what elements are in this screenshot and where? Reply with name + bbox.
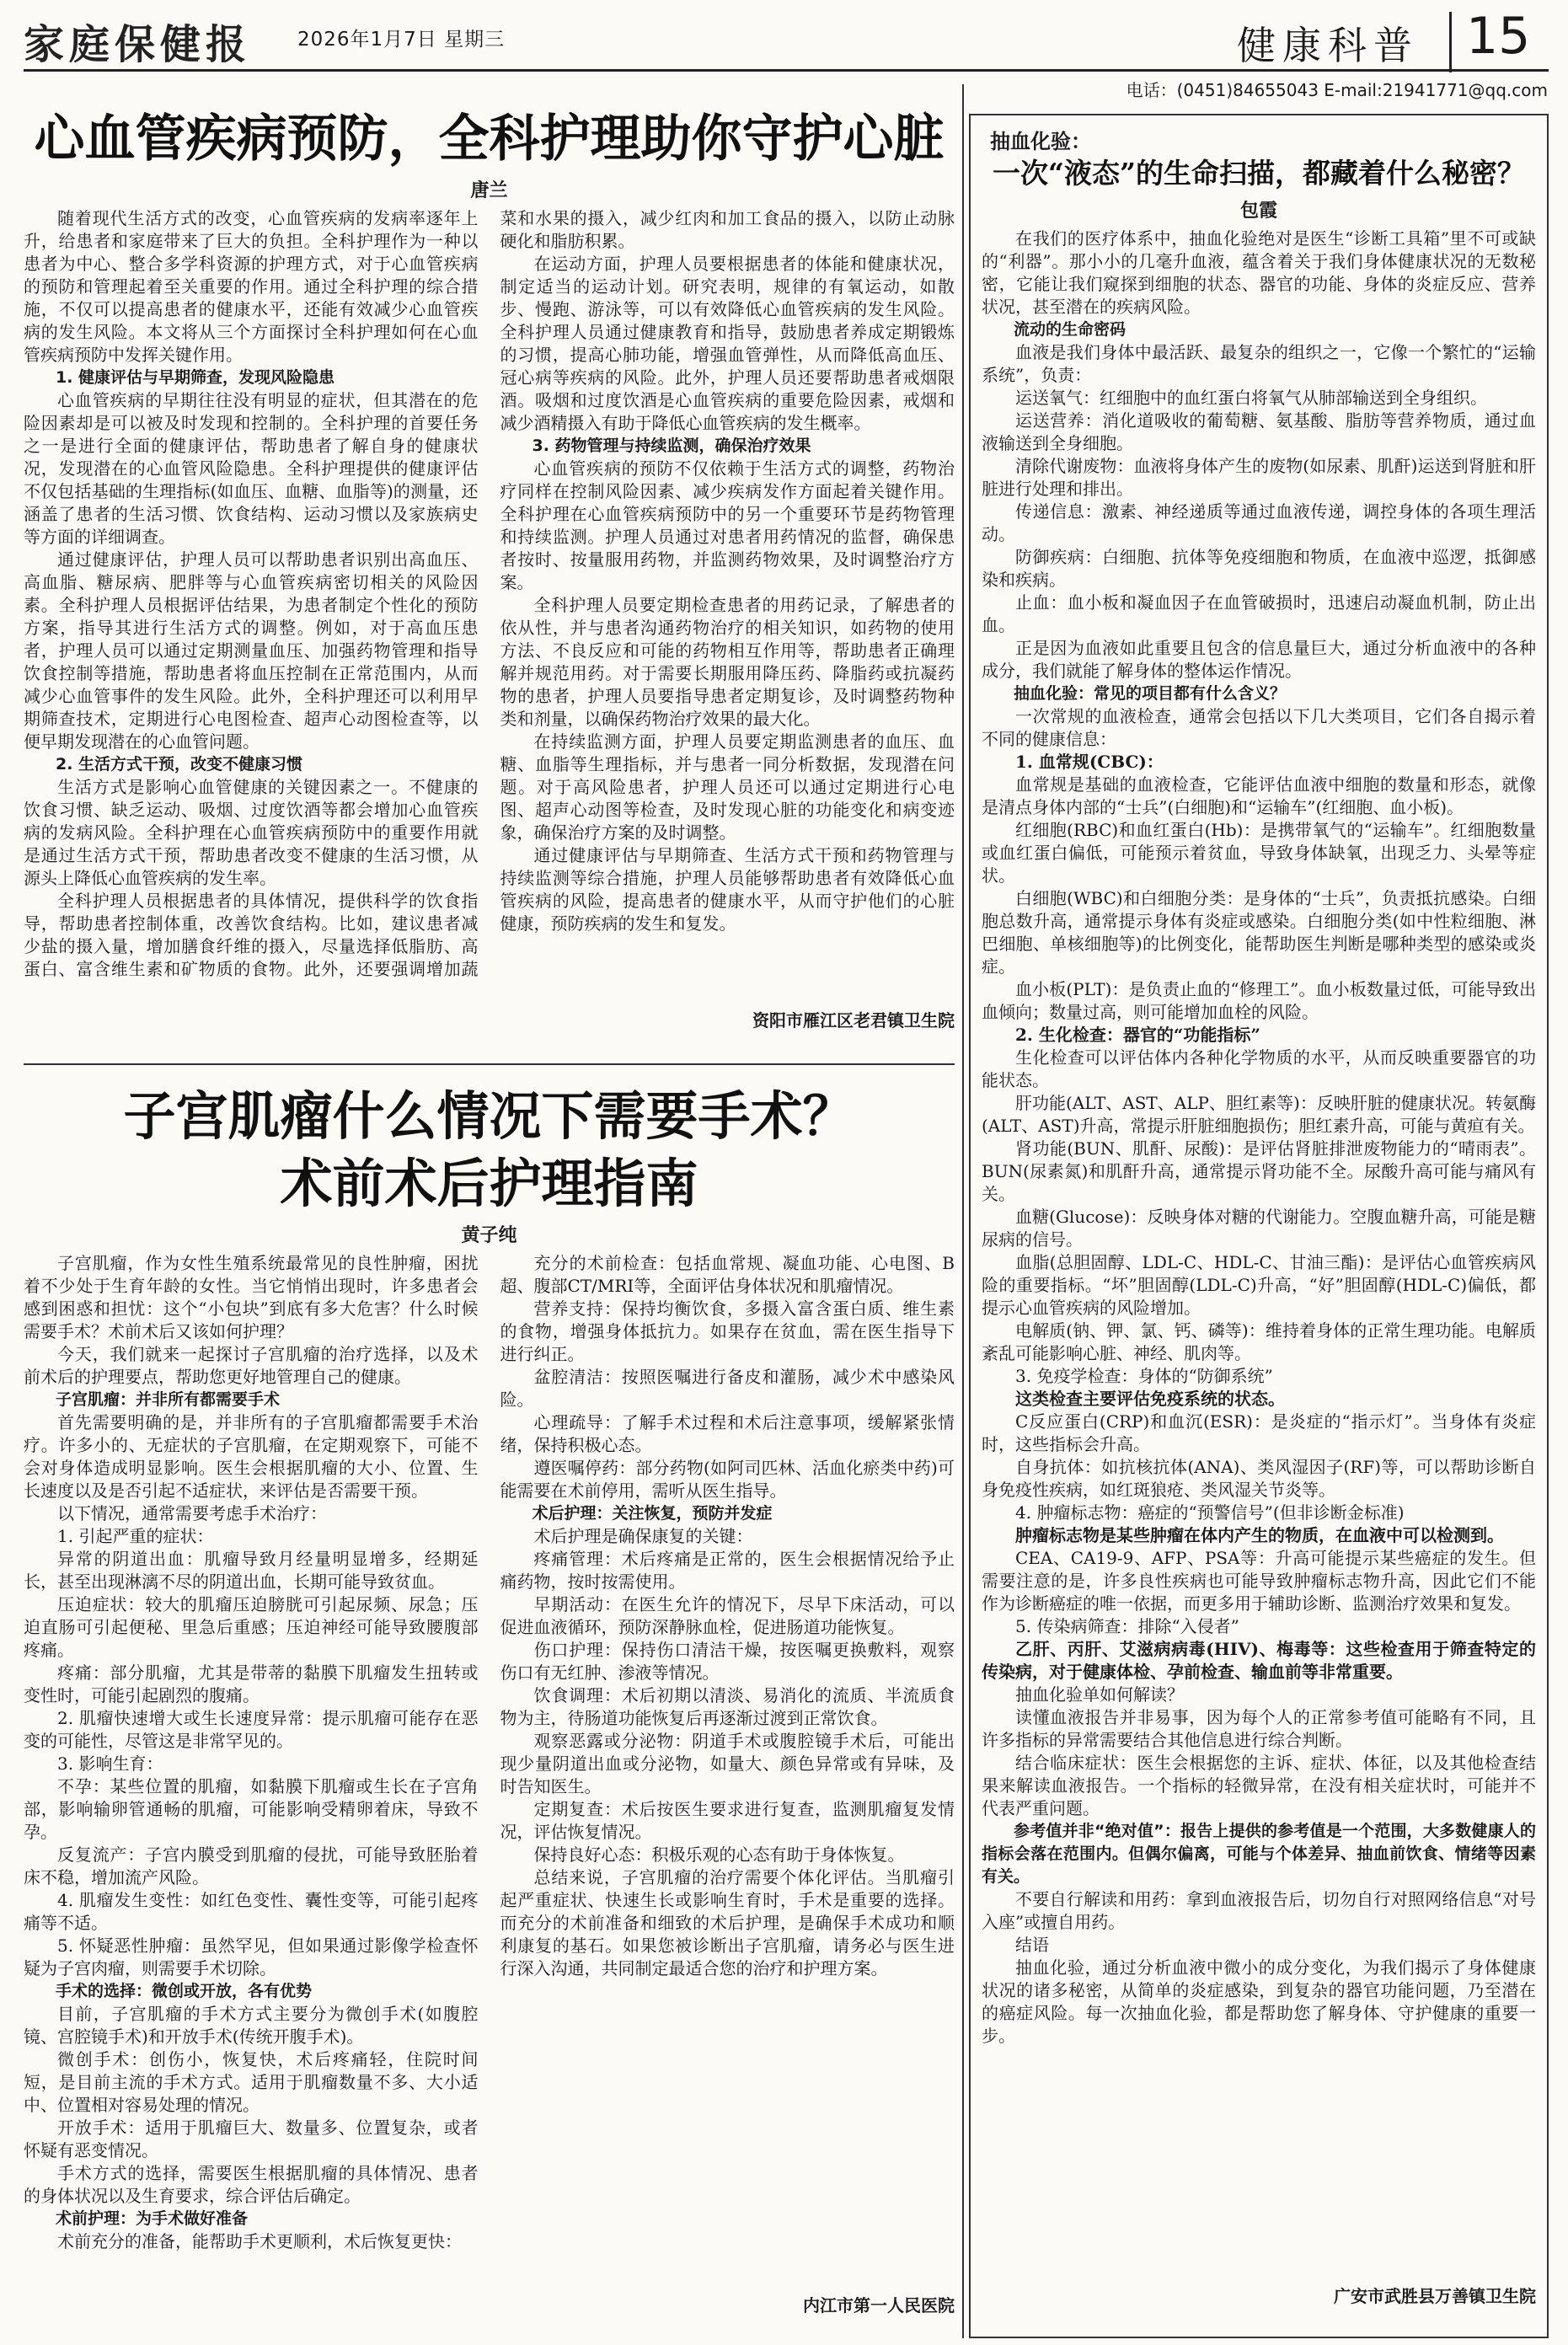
paragraph: 总结来说，子宫肌瘤的治疗需要个体化评估。当肌瘤引起严重症状、快速生长或影响生育时，手术是重要的选择。而充分的术前准备和细致的术后护理，是确保手术成功和顺利康复的基石。如果您被诊断出子宫肌瘤，请务必与医生进行深入沟通，共同制定最适合您的治疗和护理方案。 [500,1867,955,1978]
paragraph: 止血：血小板和凝血因子在血管破损时，迅速启动凝血机制，防止出血。 [982,592,1536,635]
paragraph: 乙肝、丙肝、艾滋病病毒(HIV)、梅毒等：这些检查用于筛查特定的传染病，对于健康体检、孕前检查、输血前等非常重要。 [982,1639,1536,1682]
paragraph: 运送氧气：红细胞中的血红蛋白将氧气从肺部输送到全身组织。 [1015,388,1487,408]
paragraph: 充分的术前检查：包括血常规、凝血功能、心电图、B超、腹部CT/MRI等，全面评估身体状况和肌瘤情况。 [500,1253,955,1296]
paragraph: 血糖(Glucose)：反映身体对糖的代谢能力。空腹血糖升高，可能是糖尿病的信号。 [982,1207,1536,1250]
paragraph: 不要自行解读和用药：拿到血液报告后，切勿自行对照网络信息“对号入座”或擅自用药。 [982,1889,1536,1932]
section-heading: 术前护理：为手术做好准备 [56,2209,249,2228]
paragraph: 2. 肌瘤快速增大或生长速度异常：提示肌瘤可能存在恶变的可能性，尽管这是非常罕见的。 [24,1708,479,1751]
paragraph: 以下情况，通常需要考虑手术治疗： [57,1503,327,1523]
paragraph: 正是因为血液如此重要且包含的信息量巨大，通过分析血液中的各种成分，我们就能了解身体的整体运作情况。 [982,638,1536,681]
article-title: 心血管疾病预防，全科护理助你守护心脏 [34,110,945,169]
paragraph: 4. 肌瘤发生变性：如红色变性、囊性变等，可能引起疼痛等不适。 [24,1890,479,1933]
article-heart [24,105,955,1049]
paragraph: 术后护理是确保康复的关键： [533,1526,753,1546]
paragraph: 一次常规的血液检查，通常会包括以下几大类项目，它们各自揭示着不同的健康信息： [982,706,1536,749]
article-author: 黄子纯 [461,1224,517,1246]
paragraph: 手术方式的选择，需要医生根据肌瘤的具体情况、患者的身体状况以及生育要求，综合评估后确定。 [24,2163,479,2206]
paragraph: 清除代谢废物：血液将身体产生的废物(如尿素、肌酐)运送到肾脏和肝脏进行处理和排出。 [982,456,1536,499]
section-heading: 3. 药物管理与持续监测，确保治疗效果 [532,436,811,455]
paragraph: 伤口护理：保持伤口清洁干燥，按医嘱更换敷料，观察伤口有无红肿、渗液等情况。 [500,1640,955,1683]
paragraph: 在我们的医疗体系中，抽血化验绝对是医生“诊断工具箱”里不可或缺的“利器”。那小小的几毫升血液，蕴含着关于我们身体健康状况的无数秘密，它能让我们窥探到细胞的状态、器官的功能、身体的炎症反应、营养状况，甚至潜在的疾病风险。 [982,228,1536,317]
masthead: 家庭保健报 [24,21,252,68]
paragraph: 血小板(PLT)：是负责止血的“修理工”。血小板数量过低，可能导致出血倾向；数量过高，则可能增加血栓的风险。 [982,979,1536,1022]
section-heading: 参考值并非“绝对值”：报告上提供的参考值是一个范围，大多数健康人的指标会落在范围内。但偶尔偏离，可能与个体差异、抽血前饮食、情绪等因素有关。 [982,1822,1536,1886]
section-heading: 手术的选择：微创或开放，各有优势 [56,1982,313,2000]
paragraph: 抽血化验单如何解读？ [1015,1684,1184,1705]
paragraph: 2. 生化检查：器官的“功能指标” [1015,1025,1260,1045]
paragraph: 自身抗体：如抗核抗体(ANA)、类风湿因子(RF)等，可以帮助诊断自身免疫性疾病，如红斑狼疮、类风湿关节炎等。 [982,1457,1536,1500]
paragraph: 反复流产：子宫内膜受到肌瘤的侵扰，可能导致胚胎着床不稳，增加流产风险。 [24,1844,479,1887]
paragraph: 今天，我们就来一起探讨子宫肌瘤的治疗选择，以及术前术后的护理要点，帮助您更好地管理自己的健康。 [24,1344,479,1387]
article-affiliation: 内江市第一人民医院 [803,2295,955,2316]
column-divider [962,84,964,2338]
paragraph: 子宫肌瘤，作为女性生殖系统最常见的良性肿瘤，困扰着不少处于生育年龄的女性。当它悄悄出现时，许多患者会感到困惑和担忧：这个“小包块”到底有多大危害？什么时候需要手术？术前术后又该如何护理？ [24,1253,479,1341]
article-affiliation: 广安市武胜县万善镇卫生院 [1334,2286,1536,2306]
article-affiliation: 资阳市雁江区老君镇卫生院 [752,1010,955,1031]
paragraph: 这类检查主要评估免疫系统的状态。 [1015,1389,1285,1409]
section-heading: 流动的生命密码 [1014,320,1126,339]
paragraph: 传递信息：激素、神经递质等通过血液传递，调控身体的各项生理活动。 [982,501,1536,544]
paragraph: 目前，子宫肌瘤的手术方式主要分为微创手术(如腹腔镜、宫腔镜手术)和开放手术(传统开腹手术)。 [24,2004,479,2047]
paragraph: 观察恶露或分泌物：阴道手术或腹腔镜手术后，可能出现少量阴道出血或分泌物，如量大、颜色异常或有异味，及时告知医生。 [500,1731,955,1796]
paragraph: 通过健康评估，护理人员可以帮助患者识别出高血压、高血脂、糖尿病、肥胖等与心血管疾病密切相关的风险因素。全科护理人员根据评估结果，为患者制定个性化的预防方案，指导其进行生活方式的调整。例如，对于高血压患者，护理人员可以通过定期测量血压、加强药物管理和指导饮食控制等措施，帮助患者将血压控制在正常范围内，从而减少心血管事件的发生风险。此外，全科护理还可以利用早期筛查技术，定期进行心电图检查、超声心动图检查等，以便早期发现潜在的心血管问题。 [24,549,479,752]
article-body [24,1252,955,2289]
page-header [24,7,1549,68]
article-body [982,228,1536,2279]
paragraph: 遵医嘱停药：部分药物(如阿司匹林、活血化瘀类中药)可能需要在术前停用，需听从医生指导。 [500,1458,955,1501]
paragraph: 全科护理人员要定期检查患者的用药记录，了解患者的依从性，并与患者沟通药物治疗的相关知识，如药物的使用方法、不良反应和可能的药物相互作用等，帮助患者正确理解并规范用药。对于需要长期服用降压药、降脂药或抗凝药物的患者，护理人员要指导患者定期复诊，及时调整药物种类和剂量，以确保药物治疗效果的最大化。 [500,595,955,729]
paragraph: 心血管疾病的早期往往没有明显的症状，但其潜在的危险因素却是可以被及时发现和控制的。全科护理的首要任务之一是进行全面的健康评估，帮助患者了解自身的健康状况，发现潜在的心血管风险隐患。全科护理提供的健康评估不仅包括基础的生理指标(如血压、血糖、血脂等)的测量，还涵盖了患者的生活习惯、饮食结构、运动习惯以及家族病史等方面的详细调查。 [24,390,479,547]
article-fibroids [24,1083,955,2338]
paragraph: 保持良好心态：积极乐观的心态有助于身体恢复。 [533,1844,905,1865]
paragraph: 饮食调理：术后初期以清淡、易消化的流质、半流质食物为主，待肠道功能恢复后再逐渐过渡到正常饮食。 [500,1685,955,1728]
paragraph: 定期复查：术后按医生要求进行复查，监测肌瘤复发情况，评估恢复情况。 [500,1799,955,1842]
paragraph: 抽血化验，通过分析血液中微小的成分变化，为我们揭示了身体健康状况的诸多秘密，从简单的炎症感染，到复杂的器官功能问题，乃至潜在的癌症风险。每一次抽血化验，都是帮助您了解身体、守护健康的重要一步。 [982,1957,1536,2046]
paragraph: 血常规是基础的血液检查，它能评估血液中细胞的数量和形态，就像是清点身体内部的“士兵”(白细胞)和“运输车”(红细胞、血小板)。 [982,774,1536,817]
paragraph: 随着现代生活方式的改变，心血管疾病的发病率逐年上升，给患者和家庭带来了巨大的负担。全科护理作为一种以患者为中心、整合多学科资源的护理方式，对于心血管疾病的预防和管理起着至关重要的作用。通过全科护理的综合措施，不仅可以提高患者的健康水平，还能有效减少心血管疾病的发生风险。本文将从三个方面探讨全科护理如何在心血管疾病预防中发挥关键作用。 [24,208,479,365]
paragraph: 压迫症状：较大的肌瘤压迫膀胱可引起尿频、尿急；压迫直肠可引起便秘、里急后重感；压迫神经可能导致腰腹部疼痛。 [24,1594,479,1660]
page-number: 15 [1466,7,1531,66]
paragraph: 4. 肿瘤标志物：癌症的“预警信号”(但非诊断金标准) [1015,1502,1405,1523]
paragraph: 生化检查可以评估体内各种化学物质的水平，从而反映重要器官的功能状态。 [982,1047,1536,1090]
section-heading: 1. 健康评估与早期筛查，发现风险隐患 [56,368,335,387]
paragraph: 红细胞(RBC)和血红蛋白(Hb)：是携带氧气的“运输车”。红细胞数量或血红蛋白偏低，可能预示着贫血，导致身体缺氧，出现乏力、头晕等症状。 [982,820,1536,886]
header-rule [24,69,1549,72]
paragraph: 盆腔清洁：按照医嘱进行备皮和灌肠，减少术中感染风险。 [500,1367,955,1410]
article-title-line1: 子宫肌瘤什么情况下需要手术？ [123,1085,855,1147]
paragraph: C反应蛋白(CRP)和血沉(ESR)：是炎症的“指示灯”。当身体有炎症时，这些指标会升高。 [982,1411,1536,1454]
article-body [24,207,955,1004]
paragraph: 生活方式是影响心血管健康的关键因素之一。不健康的饮食习惯、缺乏运动、吸烟、过度饮酒等都会增加心血管疾病的发病风险。全科护理在心血管疾病预防中的重要作用就是通过生活方式干预，帮助患者改变不健康的生活习惯，从源头上降低心血管疾病的发生率。 [24,777,479,888]
paragraph: CEA、CA19-9、AFP、PSA等：升高可能提示某些癌症的发生。但需要注意的是，许多良性疾病也可能导致肿瘤标志物升高，因此它们不能作为诊断癌症的唯一依据，而更多用于辅助诊断、监测治疗效果和复发。 [982,1548,1536,1614]
paragraph: 术前充分的准备，能帮助手术更顺利，术后恢复更快： [57,2231,462,2251]
paragraph: 运送营养：消化道吸收的葡萄糖、氨基酸、脂肪等营养物质，通过血液输送到全身细胞。 [982,410,1536,453]
paragraph: 不孕：某些位置的肌瘤，如黏膜下肌瘤或生长在子宫角部，影响输卵管通畅的肌瘤，可能影响受精卵着床，导致不孕。 [24,1776,479,1842]
paragraph: 疼痛管理：术后疼痛是正常的，医生会根据情况给予止痛药物，按时按需使用。 [500,1549,955,1592]
issue-date: 2026年1月7日 星期三 [297,29,506,51]
paragraph: 全科护理人员根据患者的具体情况，提供科学的饮食指导，帮助患者控制体重，改善饮食结构。比如，建议患者减少盐的摄入量，增加膳食纤维的摄入，尽量选择低脂肪、高蛋白、富含维生素和矿物质的食物。此外，还要强调增加蔬菜和水果的摄入，减少红肉和加工食品的摄入，以防止动脉硬化和脂肪积累。 [24,208,955,979]
article-title-line2: 术前术后护理指南 [280,1153,698,1214]
article-blood-test [982,125,1536,2332]
article-kicker: 抽血化验： [990,129,1091,153]
paragraph: 营养支持：保持均衡饮食，多摄入富含蛋白质、维生素的食物，增强身体抵抗力。如果存在贫血，需在医生指导下进行纠正。 [500,1298,955,1364]
article-author: 唐兰 [470,179,508,201]
paragraph: 3. 影响生育： [57,1753,163,1774]
paragraph: 5. 怀疑恶性肿瘤：虽然罕见，但如果通过影像学检查怀疑为子宫肉瘤，则需要手术切除。 [24,1935,479,1978]
paragraph: 心理疏导：了解手术过程和术后注意事项，缓解紧张情绪，保持积极心态。 [500,1412,955,1455]
paragraph: 首先需要明确的是，并非所有的子宫肌瘤都需要手术治疗。许多小的、无症状的子宫肌瘤，在定期观察下，可能不会对身体造成明显影响。医生会根据肌瘤的大小、位置、生长速度以及是否引起不适症状，来评估是否需要干预。 [24,1412,479,1501]
article-title: 一次“液态”的生命扫描，都藏着什么秘密？ [993,157,1525,190]
paragraph: 电解质(钠、钾、氯、钙、磷等)：维持着身体的正常生理功能。电解质紊乱可能影响心脏、神经、肌肉等。 [982,1320,1536,1363]
paragraph: 早期活动：在医生允许的情况下，尽早下床活动，可以促进血液循环，预防深静脉血栓，促进肠道功能恢复。 [500,1594,955,1637]
paragraph: 异常的阴道出血：肌瘤导致月经量明显增多，经期延长，甚至出现淋漓不尽的阴道出血，长期可能导致贫血。 [24,1549,479,1592]
paragraph: 结语 [1015,1935,1049,1955]
paragraph: 肝功能(ALT、AST、ALP、胆红素等)：反映肝脏的健康状况。转氨酶(ALT、AST)升高，常提示肝脏细胞损伤；胆红素升高，可能与黄疸有关。 [982,1093,1536,1136]
paragraph: 读懂血液报告并非易事，因为每个人的正常参考值可能略有不同，且许多指标的异常需要结合其他信息进行综合判断。 [982,1707,1536,1750]
paragraph: 结合临床症状：医生会根据您的主诉、症状、体征，以及其他检查结果来解读血液报告。一个指标的轻微异常，在没有相关症状时，可能并不代表严重问题。 [982,1753,1536,1818]
paragraph: 白细胞(WBC)和白细胞分类：是身体的“士兵”，负责抵抗感染。白细胞总数升高，通常提示身体有炎症或感染。白细胞分类(如中性粒细胞、淋巴细胞、单核细胞等)的比例变化，能帮助医生判断是哪种类型的感染或炎症。 [982,888,1536,977]
header-divider [1449,12,1452,72]
paragraph: 通过健康评估与早期筛查、生活方式干预和药物管理与持续监测等综合措施，护理人员能够帮助患者有效降低心血管疾病的风险，提高患者的健康水平，从而守护他们的心脏健康，预防疾病的发生和复发。 [500,845,955,934]
paragraph: 1. 血常规(CBC)： [1015,752,1164,772]
paragraph: 防御疾病：白细胞、抗体等免疫细胞和物质，在血液中巡逻，抵御感染和疾病。 [982,547,1536,590]
section-heading: 子宫肌瘤：并非所有都需要手术 [56,1390,281,1409]
section-heading: 2. 生活方式干预，改变不健康习惯 [56,755,303,774]
paragraph: 1. 引起严重的症状： [57,1526,214,1546]
paragraph: 在运动方面，护理人员要根据患者的体能和健康状况，制定适当的运动计划。研究表明，规律的有氧运动，如散步、慢跑、游泳等，可以有效降低心血管疾病的发生风险。全科护理人员通过健康教育和指导，鼓励患者养成定期锻炼的习惯，提高心肺功能，增强血管弹性，从而降低高血压、冠心病等疾病的风险。此外，护理人员还要帮助患者戒烟限酒。吸烟和过度饮酒是心血管疾病的重要危险因素，戒烟和减少酒精摄入有助于降低心血管疾病的发生概率。 [500,254,955,433]
contact-info: 电话：(0451)84655043 E-mail:21941771@qq.com [1126,80,1548,100]
paragraph: 开放手术：适用于肌瘤巨大、数量多、位置复杂，或者怀疑有恶变情况。 [24,2117,479,2160]
article-author: 包霞 [1239,200,1277,222]
paragraph: 肾功能(BUN、肌酐、尿酸)：是评估肾脏排泄废物能力的“晴雨表”。BUN(尿素氮)和肌酐升高，通常提示肾功能不全。尿酸升高可能与痛风有关。 [982,1138,1536,1204]
paragraph: 在持续监测方面，护理人员要定期监测患者的血压、血糖、血脂等生理指标，并与患者一同分析数据，发现潜在问题。对于高风险患者，护理人员还可以通过定期进行心电图、超声心动图等检查，及时发现心脏的功能变化和病变迹象，确保治疗方案的及时调整。 [500,731,955,843]
section-title: 健康科普 [1237,23,1419,68]
paragraph: 血液是我们身体中最活跃、最复杂的组织之一，它像一个繁忙的“运输系统”，负责： [982,342,1536,385]
paragraph: 5. 传染病筛查：排除“入侵者” [1015,1616,1239,1636]
paragraph: 疼痛：部分肌瘤，尤其是带蒂的黏膜下肌瘤发生扭转或变性时，可能引起剧烈的腹痛。 [24,1662,479,1705]
section-heading: 抽血化验：常见的项目都有什么含义？ [1014,684,1287,703]
paragraph: 微创手术：创伤小，恢复快，术后疼痛轻，住院时间短，是目前主流的手术方式。适用于肌瘤数量不多、大小适中、位置相对容易处理的情况。 [24,2049,479,2115]
article-separator [24,1063,955,1065]
paragraph: 肿瘤标志物是某些肿瘤在体内产生的物质，在血液中可以检测到。 [1015,1525,1504,1545]
section-heading: 术后护理：关注恢复，预防并发症 [532,1504,773,1523]
paragraph: 心血管疾病的预防不仅依赖于生活方式的调整，药物治疗同样在控制风险因素、减少疾病发作方面起着关键作用。全科护理在心血管疾病预防中的另一个重要环节是药物管理和持续监测。护理人员通过对患者用药情况的监督，确保患者按时、按量服用药物，并监测药物效果，及时调整治疗方案。 [500,458,955,592]
paragraph: 3. 免疫学检查：身体的“防御系统” [1015,1366,1273,1386]
paragraph: 血脂(总胆固醇、LDL-C、HDL-C、甘油三酯)：是评估心血管疾病风险的重要指标。“坏”胆固醇(LDL-C)升高，“好”胆固醇(HDL-C)偏低，都提示心血管疾病的风险增加。 [982,1252,1536,1318]
